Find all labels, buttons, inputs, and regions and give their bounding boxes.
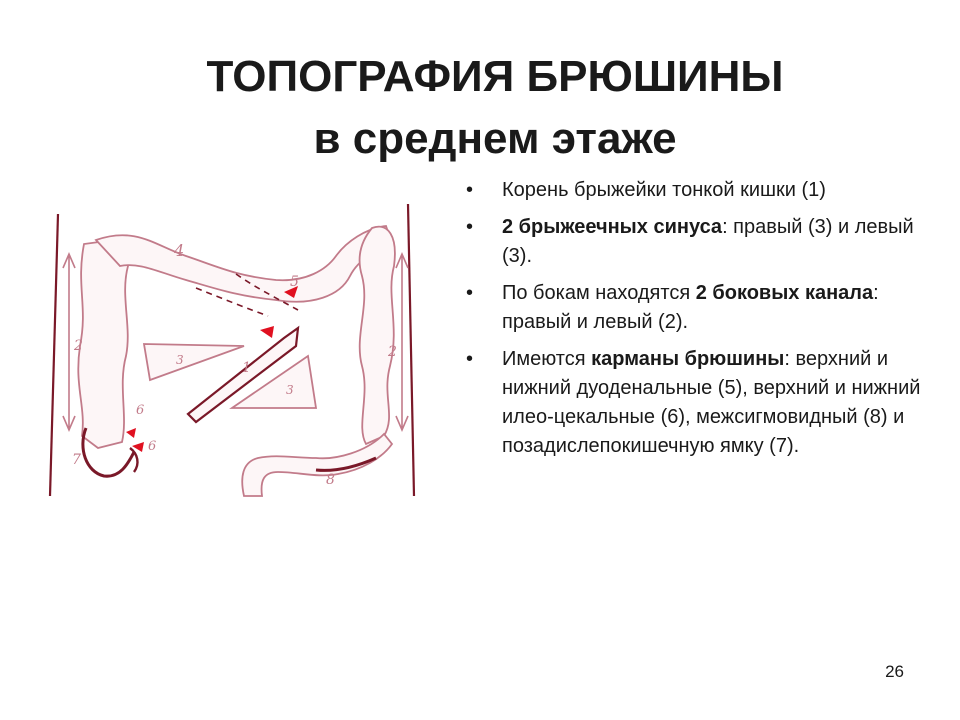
label-root: 1 (242, 360, 251, 376)
bullet-bold-text: 2 боковых канала (695, 282, 874, 304)
label-left-sinus: 3 (286, 383, 294, 397)
left-wall-line (408, 204, 414, 496)
peritoneum-diagram (36, 196, 426, 510)
bullet-bold-text: карманы брюшины (591, 348, 785, 370)
title-line-2: в среднем этаже (313, 114, 677, 163)
label-transverse-colon: 4 (174, 241, 185, 260)
bullet-list (462, 176, 942, 469)
bullet-item-pockets (462, 345, 942, 461)
label-ileocecal-upper: 6 (136, 403, 145, 418)
label-duodenal-pocket: 5 (290, 274, 299, 290)
bullet-text: : верхний и нижний дуоденальные (5), верхний и нижний илео-цекальные (6), межсигмовидный (8) и позадислепокишечную ямку (7). (502, 348, 921, 457)
title-line-1: ТОПОГРАФИЯ БРЮШИНЫ (206, 52, 784, 101)
bullet-item-canals (462, 279, 942, 337)
label-right-sinus: 3 (176, 353, 184, 367)
bullet-text: : правый (3) и левый (3). (502, 216, 914, 267)
bullet-text: Корень брыжейки тонкой кишки (1) (502, 179, 826, 201)
bullet-item-sinuses (462, 213, 942, 271)
right-sinus (144, 344, 244, 380)
right-wall-line (50, 214, 58, 496)
bullet-text: По бокам находятся (502, 282, 696, 304)
label-right-canal: 2 (74, 338, 83, 354)
ileocecal-upper-arrow (126, 428, 136, 438)
bullet-item-mesentery-root (462, 176, 942, 205)
page-title (0, 46, 960, 170)
label-ileocecal-lower: 6 (148, 439, 157, 454)
descending-colon (360, 227, 395, 444)
label-intersigmoid: 8 (326, 472, 335, 488)
left-canal-arrow (396, 254, 408, 430)
label-retrocecal: 7 (72, 452, 81, 468)
bullet-text: : правый и левый (2). (502, 282, 879, 333)
bullet-text: Имеются (502, 348, 592, 370)
page-number: 26 (885, 662, 904, 681)
bullet-bold-text: 2 брыжеечных синуса (502, 216, 723, 238)
transverse-colon (96, 226, 392, 302)
duodenal-lower-arrow (260, 326, 274, 338)
label-left-canal: 2 (388, 344, 397, 360)
ascending-colon (78, 240, 129, 448)
